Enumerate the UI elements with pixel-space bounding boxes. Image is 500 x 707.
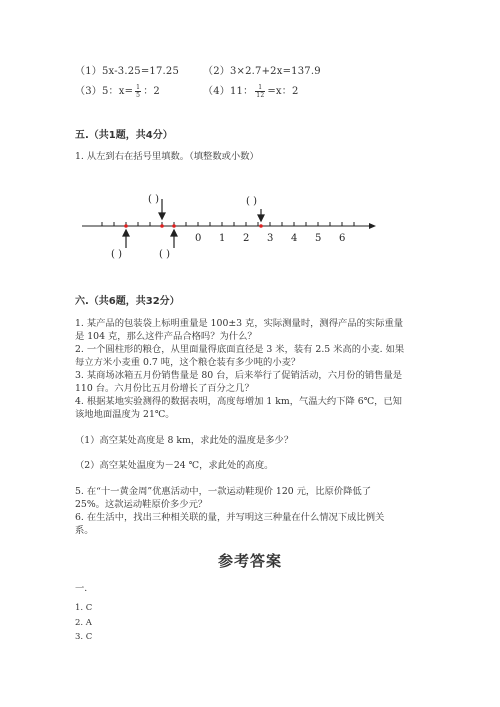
answer-item-3: 3. C — [75, 632, 93, 642]
equation-4-suffix: =x：2 — [267, 86, 299, 97]
tick-label-1: 1 — [219, 233, 226, 244]
tick-label-0: 0 — [195, 233, 202, 244]
section-5-question-1: 1. 从左到右在括号里填数。（填整数或小数） — [75, 151, 259, 162]
section-6-question-5-line-2: 25%。这款运动鞋原价多少元？ — [75, 499, 208, 510]
tick-label-2: 2 — [243, 233, 250, 244]
answer-item-2: 2. A — [75, 618, 92, 628]
tick-label-6: 6 — [339, 233, 346, 244]
tick-label-4: 4 — [291, 233, 298, 244]
section-6-question-4-sub-1: （1）高空某处高度是 8 km，求此处的温度是多少？ — [75, 435, 294, 446]
section-6-question-1-line-1: 1. 某产品的包装袋上标明重量是 100±3 克，实际测量时，测得产品的实际重量 — [75, 318, 404, 329]
equation-3-prefix: （3）5：x= — [75, 86, 134, 97]
equation-4-fraction — [255, 84, 265, 99]
number-line-arrowhead — [369, 223, 376, 229]
equation-3-fraction — [135, 84, 141, 99]
section-6-heading: 六.（共6题，共32分） — [75, 296, 180, 307]
arrow-down-b-head — [159, 213, 165, 219]
section-6-question-3-line-2: 110 台。六月份比五月份增长了百分之几？ — [75, 383, 254, 394]
section-6-question-1-line-2: 是 104 克，那么这件产品合格吗？为什么？ — [75, 331, 257, 342]
section-6-question-4-line-2: 该地地面温度为 21℃。 — [75, 409, 175, 420]
fraction-denominator: 5 — [136, 92, 141, 99]
arrow-up-a-head — [123, 230, 129, 236]
arrow-up-c-head — [171, 230, 177, 236]
equation-3 — [75, 82, 160, 99]
number-line-ticks — [102, 222, 354, 226]
section-6-question-6-line-1: 6. 在生活中，找出三种相关联的量，并写明这三种量在什么情况下成比例关 — [75, 512, 385, 523]
blank-paren-bottom-a: ( ) — [111, 249, 122, 260]
equation-1: （1）5x-3.25=17.25 — [75, 66, 180, 77]
number-line-point-d — [259, 224, 263, 228]
number-line-point-a — [124, 224, 128, 228]
section-5-heading: 五.（共1题，共4分） — [75, 130, 173, 141]
blank-paren-bottom-c: ( ) — [159, 249, 170, 260]
answer-part-1-label: 一. — [75, 583, 88, 594]
equation-4 — [203, 82, 299, 99]
section-6-question-4-sub-2: （2）高空某处温度为－24 ℃，求此处的高度。 — [75, 460, 274, 471]
fraction-denominator: 12 — [256, 92, 265, 99]
equation-4-prefix: （4）11： — [203, 86, 254, 97]
section-6-question-4-line-1: 4. 根据某地实验测得的数据表明，高度每增加 1 km，气温大约下降 6℃，已知 — [75, 396, 402, 407]
equation-3-suffix: ：2 — [143, 86, 160, 97]
tick-label-3: 3 — [267, 233, 274, 244]
number-line-point-c — [172, 224, 176, 228]
section-6-question-2-line-1: 2. 一个圆柱形的粮仓，从里面量得底面直径是 3 米，装有 2.5 米高的小麦. 如果 — [75, 344, 405, 355]
blank-paren-top-b: ( ) — [148, 194, 159, 205]
blank-paren-top-d: ( ) — [246, 196, 257, 207]
arrow-down-d-head — [258, 215, 264, 221]
answer-key-title: 参考答案 — [217, 552, 282, 570]
fraction-numerator: 1 — [136, 84, 141, 91]
number-line-point-b — [160, 224, 164, 228]
answer-item-1: 1. C — [75, 603, 93, 613]
fraction-numerator: 1 — [255, 84, 265, 92]
section-6-question-6-line-2: 系。 — [75, 525, 94, 536]
section-6-question-5-line-1: 5. 在“十一黄金周”优惠活动中，一款运动鞋现价 120 元，比原价降低了 — [75, 486, 372, 497]
section-6-question-2-line-2: 每立方米小麦重 0.7 吨，这个粮仓装有多少吨的小麦？ — [75, 357, 301, 368]
equation-2: （2）3×2.7+2x=137.9 — [203, 66, 321, 77]
number-line-diagram — [70, 185, 390, 265]
section-6-question-3-line-1: 3. 某商场冰箱五月份销售量是 80 台，后来举行了促销活动，六月份的销售量是 — [75, 370, 403, 381]
tick-label-5: 5 — [315, 233, 322, 244]
